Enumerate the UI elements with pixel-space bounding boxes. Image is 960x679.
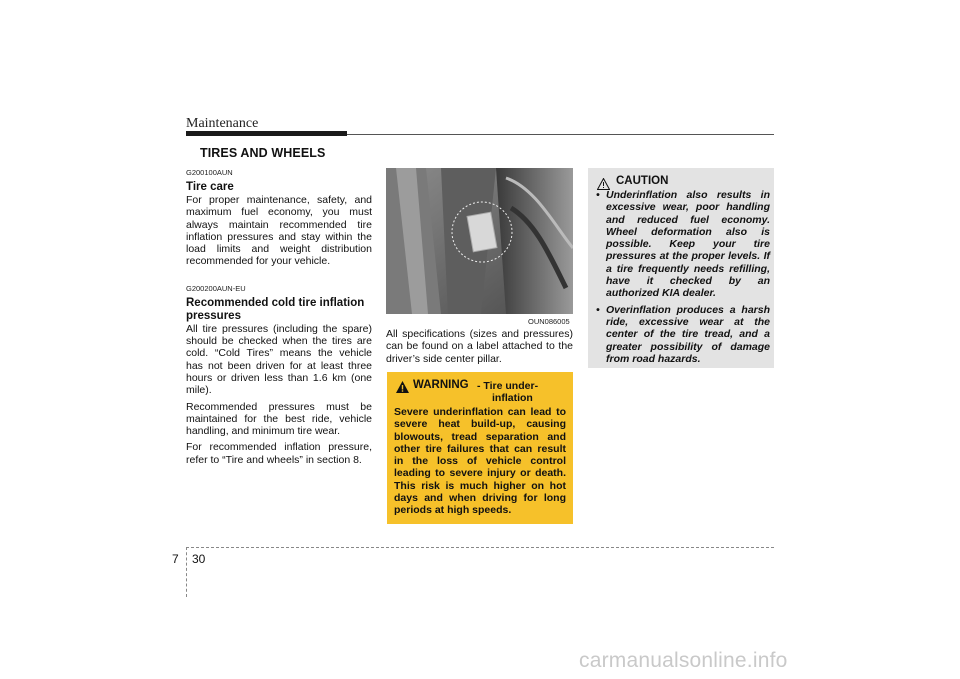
caution-list [596,189,770,369]
cold-pressures-paragraph: All tire pressures (including the spare) should be checked when the tires are cold. “Cold Tires” means the vehicle has not been driven for at least three hours or driven less than 1.6 km (one mile). [186,322,372,397]
warning-box [387,372,573,524]
warning-icon [396,381,409,393]
page-header-title: Maintenance [186,116,259,131]
caution-icon [597,177,610,189]
caution-box [588,168,774,368]
chapter-number: 7 [172,552,179,566]
caution-label: CAUTION [616,175,669,187]
section-title: TIRES AND WHEELS [200,146,326,160]
page-number: 30 [192,552,206,566]
cold-pressures-heading: Recommended cold tire inflation pressures [186,296,365,322]
cold-pressures-paragraph: For recommended inflation pressure, refer to “Tire and wheels” in section 8. [186,441,372,466]
left-column [186,168,372,470]
figure-code: OUN086005 [528,317,570,326]
tire-care-code: G200100AUN [186,168,233,177]
footer-rule [186,547,774,548]
figure-caption: All specifications (sizes and pressures) can be found on a label attached to the driver’s side center pillar. [386,328,573,365]
warning-label: WARNING [413,379,469,391]
tire-care-heading: Tire care [186,181,234,193]
warning-subtitle: inflation [492,392,533,404]
door-pillar-illustration [386,168,573,314]
warning-subtitle: - Tire under- [477,380,539,392]
caution-item: • Underinflation also results in excessive wear, poor handling and reduced fuel economy. Wheel deformation also is possible. Keep your tire pressures at the proper levels. If a tire frequently needs refilling, have it checked by an authorized KIA dealer. [596,189,770,300]
footer-vertical-rule [186,547,187,597]
door-pillar-photo [386,168,573,314]
cold-pressures-paragraph: Recommended pressures must be maintained for the best ride, vehicle handling, and minimum tire wear. [186,400,372,438]
caution-item: • Overinflation produces a harsh ride, excessive wear at the center of the tire tread, and a greater possibility of damage from road hazards. [596,303,770,365]
watermark: carmanualsonline.info [579,649,788,672]
warning-body: Severe underinflation can lead to severe heat build-up, causing blowouts, tread separation and other tire failures that can result in the loss of vehicle control leading to severe injury or death. This risk is much higher on hot days and when driving for long periods at high speeds. [394,406,566,517]
header-rule [347,134,774,135]
cold-pressures-code: G200200AUN-EU [186,283,246,293]
header-bar [186,131,347,136]
tire-care-body: For proper maintenance, safety, and maximum fuel economy, you must always maintain recommended tire inflation pressures and stay within the load limits and weight distribution recommended for your vehicle. [186,194,372,268]
